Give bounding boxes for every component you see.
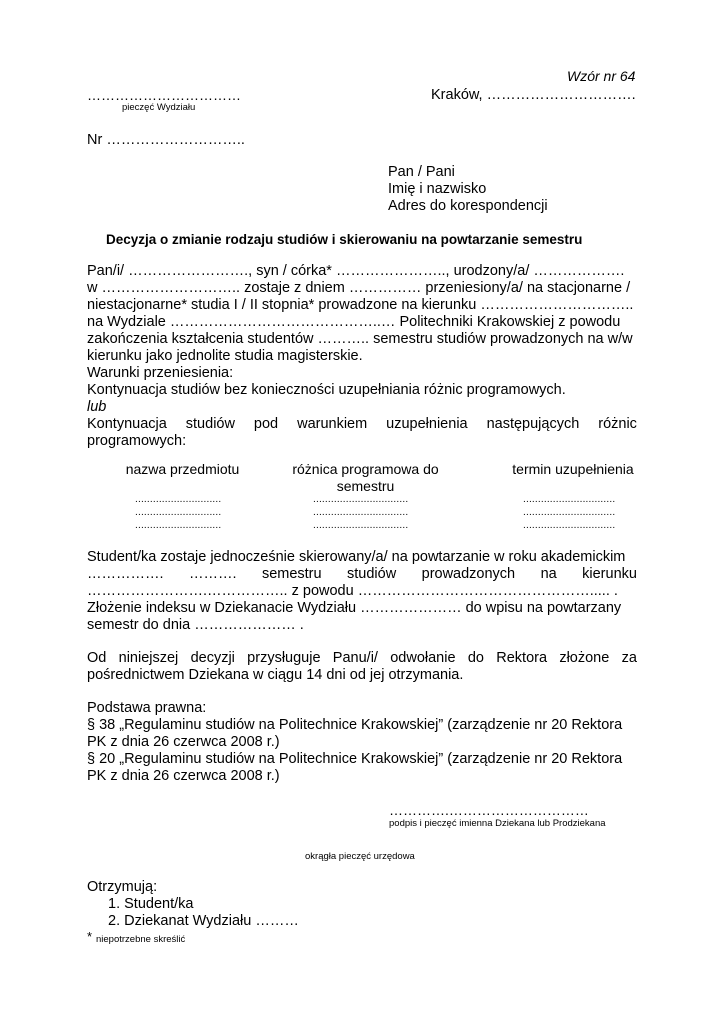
body-line bbox=[87, 297, 637, 314]
text-segment: studiów bbox=[185, 416, 235, 432]
text-segment: …………………….…………….. z powodu …………………………………………..... . bbox=[87, 583, 618, 599]
legal-basis-label: Podstawa prawna: bbox=[87, 700, 207, 716]
text-segment: decyzji bbox=[190, 650, 235, 666]
text-segment: w ……………………….. zostaje z dniem …………… przeniesiony/a/ na stacjonarne / bbox=[87, 280, 631, 296]
stamp-label: pieczęć Wydziału bbox=[122, 102, 196, 113]
table-cell: ................................ bbox=[313, 507, 409, 518]
table-cell: ............................. bbox=[135, 507, 222, 518]
addressee-name: Imię i nazwisko bbox=[388, 181, 487, 197]
table-cell: ............................... bbox=[523, 520, 616, 531]
text-segment: niestacjonarne* studia I / II stopnia* prowadzone na kierunku ………………………….. bbox=[87, 297, 634, 313]
table-cell: ............................... bbox=[523, 494, 616, 505]
text-segment: Od bbox=[87, 650, 107, 666]
text-segment: Pan/i/ ……………………., syn / córka* ………………….., urodzony/a/ ………………. bbox=[87, 263, 625, 279]
text-segment: § 38 „Regulaminu studiów na Politechnice Krakowskiej” (zarządzenie nr 20 Rektora bbox=[87, 717, 623, 733]
table-cell: ............................. bbox=[135, 520, 222, 531]
addressee-salutation: Pan / Pani bbox=[388, 164, 455, 180]
table-cell: ................................ bbox=[313, 520, 409, 531]
text-segment: przysługuje bbox=[247, 650, 321, 666]
text-segment: różnic bbox=[598, 416, 637, 432]
document-number: Nr ……………………….. bbox=[87, 132, 245, 148]
text-segment: odwołanie bbox=[390, 650, 456, 666]
text-segment: za bbox=[621, 650, 637, 666]
legal-basis-line bbox=[87, 717, 637, 734]
repeat-line bbox=[87, 600, 637, 617]
text-segment: Rektora bbox=[496, 650, 548, 666]
legal-basis-line: PK z dnia 26 czerwca 2008 r.) bbox=[87, 768, 280, 784]
text-segment: warunkiem bbox=[297, 416, 368, 432]
form-number: Wzór nr 64 bbox=[567, 68, 636, 84]
table-cell: ............................... bbox=[523, 507, 616, 518]
recipients-label: Otrzymują: bbox=[87, 879, 158, 895]
seal-label: okrągła pieczęć urzędowa bbox=[305, 851, 415, 862]
text-segment: Student/ka zostaje jednocześnie skierowany/a/ na powtarzanie w roku akademickim bbox=[87, 549, 626, 565]
text-segment: uzupełnienia bbox=[386, 416, 468, 432]
text-segment: ……………. bbox=[87, 566, 164, 582]
stamp-dots: …………………………… bbox=[87, 87, 241, 103]
text-segment: semestru bbox=[261, 566, 322, 582]
repeat-line bbox=[87, 566, 637, 583]
table-cell: ................................ bbox=[313, 494, 409, 505]
option-1: Kontynuacja studiów bez konieczności uzupełniania różnic programowych. bbox=[87, 382, 566, 398]
body-line bbox=[87, 314, 637, 331]
body-line bbox=[87, 331, 637, 348]
appeal-line bbox=[87, 650, 637, 667]
place-date: Kraków, …………………………. bbox=[431, 87, 636, 103]
text-segment: zakończenia kształcenia studentów ……….. semestru studiów prowadzonych na w/w bbox=[87, 331, 633, 347]
text-segment: na bbox=[540, 566, 557, 582]
text-segment: pod bbox=[253, 416, 279, 432]
document-title: Decyzja o zmianie rodzaju studiów i skierowaniu na powtarzanie semestru bbox=[106, 232, 583, 247]
option-2 bbox=[87, 416, 637, 433]
text-segment: kierunku bbox=[582, 566, 637, 582]
text-segment: ………. bbox=[188, 566, 237, 582]
footnote-text: niepotrzebne skreślić bbox=[96, 934, 186, 945]
conditions-label: Warunki przeniesienia: bbox=[87, 365, 234, 381]
text-segment: złożone bbox=[559, 650, 610, 666]
text-segment: niniejszej bbox=[118, 650, 179, 666]
legal-basis-line bbox=[87, 751, 637, 768]
text-segment: Złożenie indeksu w Dziekanacie Wydziału ………………… do wpisu na powtarzany bbox=[87, 600, 622, 616]
appeal-line: pośrednictwem Dziekana w ciągu 14 dni od jej otrzymania. bbox=[87, 667, 464, 683]
text-segment: następujących bbox=[486, 416, 580, 432]
option-2-continued: programowych: bbox=[87, 433, 187, 449]
text-segment: Kontynuacja bbox=[87, 416, 167, 432]
text-segment: § 20 „Regulaminu studiów na Politechnice Krakowskiej” (zarządzenie nr 20 Rektora bbox=[87, 751, 623, 767]
signature-label: podpis i pieczęć imienna Dziekana lub Prodziekana bbox=[389, 818, 606, 829]
repeat-line: semestr do dnia ………………… . bbox=[87, 617, 304, 633]
text-segment: na Wydziale ……………………………………..… Politechniki Krakowskiej z powodu bbox=[87, 314, 621, 330]
legal-basis-line: PK z dnia 26 czerwca 2008 r.) bbox=[87, 734, 280, 750]
table-cell: ............................. bbox=[135, 494, 222, 505]
text-segment: do bbox=[467, 650, 484, 666]
repeat-line bbox=[87, 549, 637, 566]
recipient-item: 1. Student/ka bbox=[108, 896, 194, 912]
addressee-address: Adres do korespondencji bbox=[388, 198, 548, 214]
table-header-subject: nazwa przedmiotu bbox=[125, 461, 240, 477]
table-header-deadline: termin uzupełnienia bbox=[512, 461, 634, 477]
signature-dots: ………….………………………… bbox=[389, 802, 589, 818]
body-line: kierunku jako jednolite studia magisterskie. bbox=[87, 348, 363, 364]
table-header-difference: różnica programowa do semestru bbox=[292, 461, 439, 494]
repeat-line bbox=[87, 583, 637, 600]
or-connector: lub bbox=[87, 399, 107, 415]
text-segment: prowadzonych bbox=[421, 566, 516, 582]
body-line bbox=[87, 280, 637, 297]
footnote-mark: * bbox=[87, 929, 93, 944]
text-segment: Panu/i/ bbox=[332, 650, 378, 666]
recipient-item: 2. Dziekanat Wydziału ……… bbox=[108, 913, 299, 929]
text-segment: studiów bbox=[347, 566, 397, 582]
body-line bbox=[87, 263, 637, 280]
